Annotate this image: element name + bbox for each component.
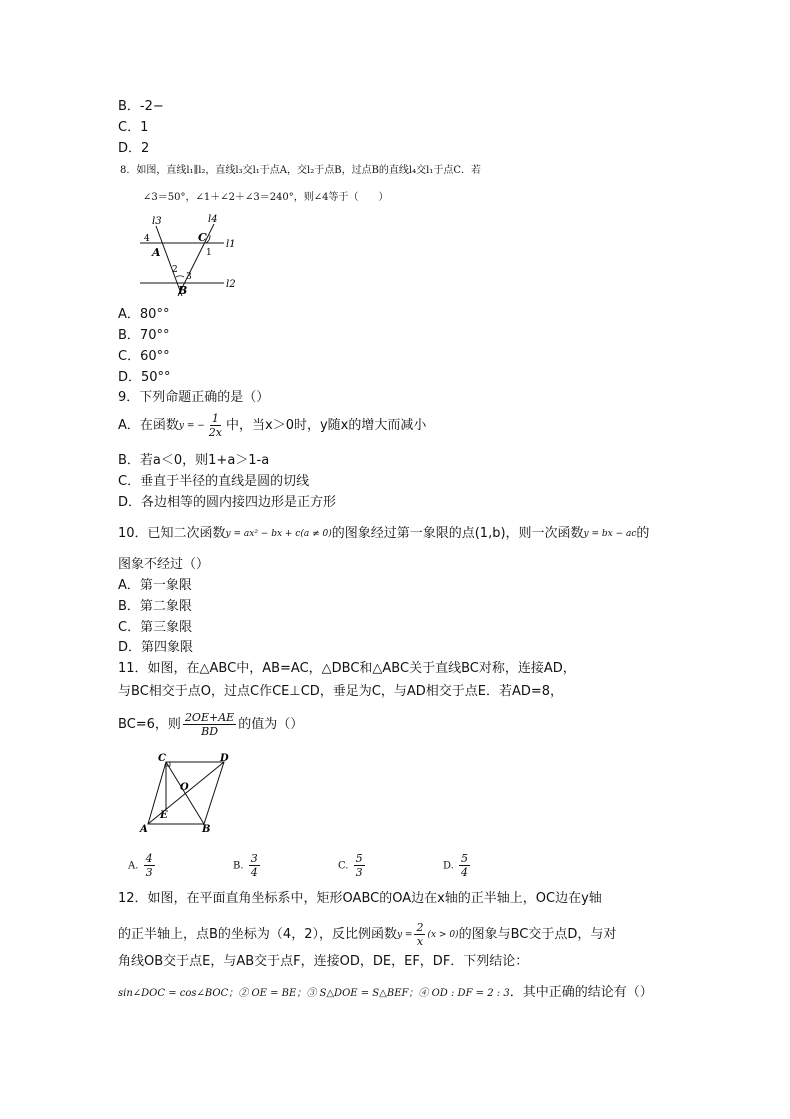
segment-cb — [166, 762, 204, 824]
q11-option-d: D. $\frac{5}{4}$ — [443, 852, 469, 879]
q9-option-c: C．垂直于半径的直线是圆的切线 — [118, 474, 310, 489]
q11-figure — [138, 752, 238, 836]
q9-stem: 9．下列命题正确的是（） — [118, 390, 270, 405]
q9-option-d: D．各边相等的圆内接四边形是正方形 — [118, 495, 337, 510]
label-1: 1 — [206, 248, 212, 258]
q12-stem-line3: 角线OB交于点E，与AB交于点F，连接OD，DE，EF，DF．下列结论： — [118, 954, 529, 969]
q9-option-a: A．在函数$^{y = -}$ $\frac{1}{2x}$ 中，当x＞0时，y随x的增大而减小 — [118, 412, 427, 439]
q10-option-d: D．第四象限 — [118, 640, 194, 655]
q11-stem-line2: 与BC相交于点O，过点C作CE⊥CD，垂足为C，与AD相交于点E．若AD=8， — [118, 684, 564, 699]
label-C: C — [198, 231, 207, 244]
label-l3: l3 — [152, 216, 162, 227]
label-C: C — [158, 753, 166, 764]
q10-option-a: A．第一象限 — [118, 578, 192, 593]
label-l2: l2 — [226, 279, 236, 290]
q10-option-c: C．第三象限 — [118, 620, 193, 635]
q9-option-b: B．若a＜0，则1+a＞1-a — [118, 453, 270, 468]
q8-option-d: D．50°° — [118, 370, 171, 385]
label-A: A — [140, 824, 148, 835]
label-A: A — [152, 246, 161, 259]
q11-option-c: C. $\frac{5}{3}$ — [338, 852, 363, 879]
label-O: O — [180, 782, 189, 793]
q8-stem-line2: ∠3＝50°，∠1＋∠2＋∠3＝240°，则∠4等于（ ） — [143, 192, 389, 203]
prev-option-d: D．2 — [118, 141, 150, 156]
q11-option-b: B. $\frac{3}{4}$ — [233, 852, 258, 879]
label-B: B — [202, 824, 211, 835]
label-B: B — [178, 284, 188, 297]
q12-stem-line2: 的正半轴上，点B的坐标为（4，2），反比例函数$^{y =}$ $\frac{2}{x}$ $^{(x > 0)}$的图象与BC交于点D，与对 — [118, 921, 617, 948]
label-l1: l1 — [226, 239, 236, 250]
label-2: 2 — [172, 265, 178, 275]
q12-stem-line1: 12．如图，在平面直角坐标系中，矩形OABC的OA边在x轴的正半轴上，OC边在y轴 — [118, 891, 602, 906]
label-3: 3 — [186, 272, 192, 282]
prev-option-c: C．1 — [118, 120, 149, 135]
q11-stem-line3: BC=6，则 $\frac{2OE+AE}{BD}$ 的值为（） — [118, 711, 304, 738]
label-l4: l4 — [208, 214, 218, 225]
q8-figure — [136, 212, 246, 298]
q10-stem-line1: 10．已知二次函数$^{y = ax^2 - bx + c(a \ne 0)}$的图象经过第一象限的点(1,b)，则一次函数$^{y = bx - ac}$的 — [118, 526, 650, 541]
q8-option-a: A．80°° — [118, 307, 170, 322]
label-4: 4 — [144, 234, 150, 244]
q8-option-c: C．60°° — [118, 349, 170, 364]
prev-option-b: B．-2− — [118, 99, 164, 114]
q11-option-a: A. $\frac{4}{3}$ — [128, 852, 153, 879]
q12-stem-line4: sin∠DOC = cos∠BOC；② OE = BE；③ S△DOE = S△BEF；④ OD : DF = 2 : 3．其中正确的结论有（） — [118, 985, 653, 1000]
q11-stem-line1: 11．如图，在△ABC中，AB=AC，△DBC和△ABC关于直线BC对称，连接AD， — [118, 661, 576, 676]
q8-option-b: B．70°° — [118, 328, 170, 343]
angle-arc-2 — [176, 276, 184, 277]
label-E: E — [160, 810, 168, 821]
q10-stem-line2: 图象不经过（） — [118, 557, 210, 572]
q10-option-b: B．第二象限 — [118, 599, 192, 614]
q8-stem-line1: 8．如图，直线l₁∥l₂，直线l₃交l₁于点A，交l₂于点B，过点B的直线l₄交l₁于点C．若 — [120, 165, 482, 176]
label-D: D — [220, 753, 229, 764]
